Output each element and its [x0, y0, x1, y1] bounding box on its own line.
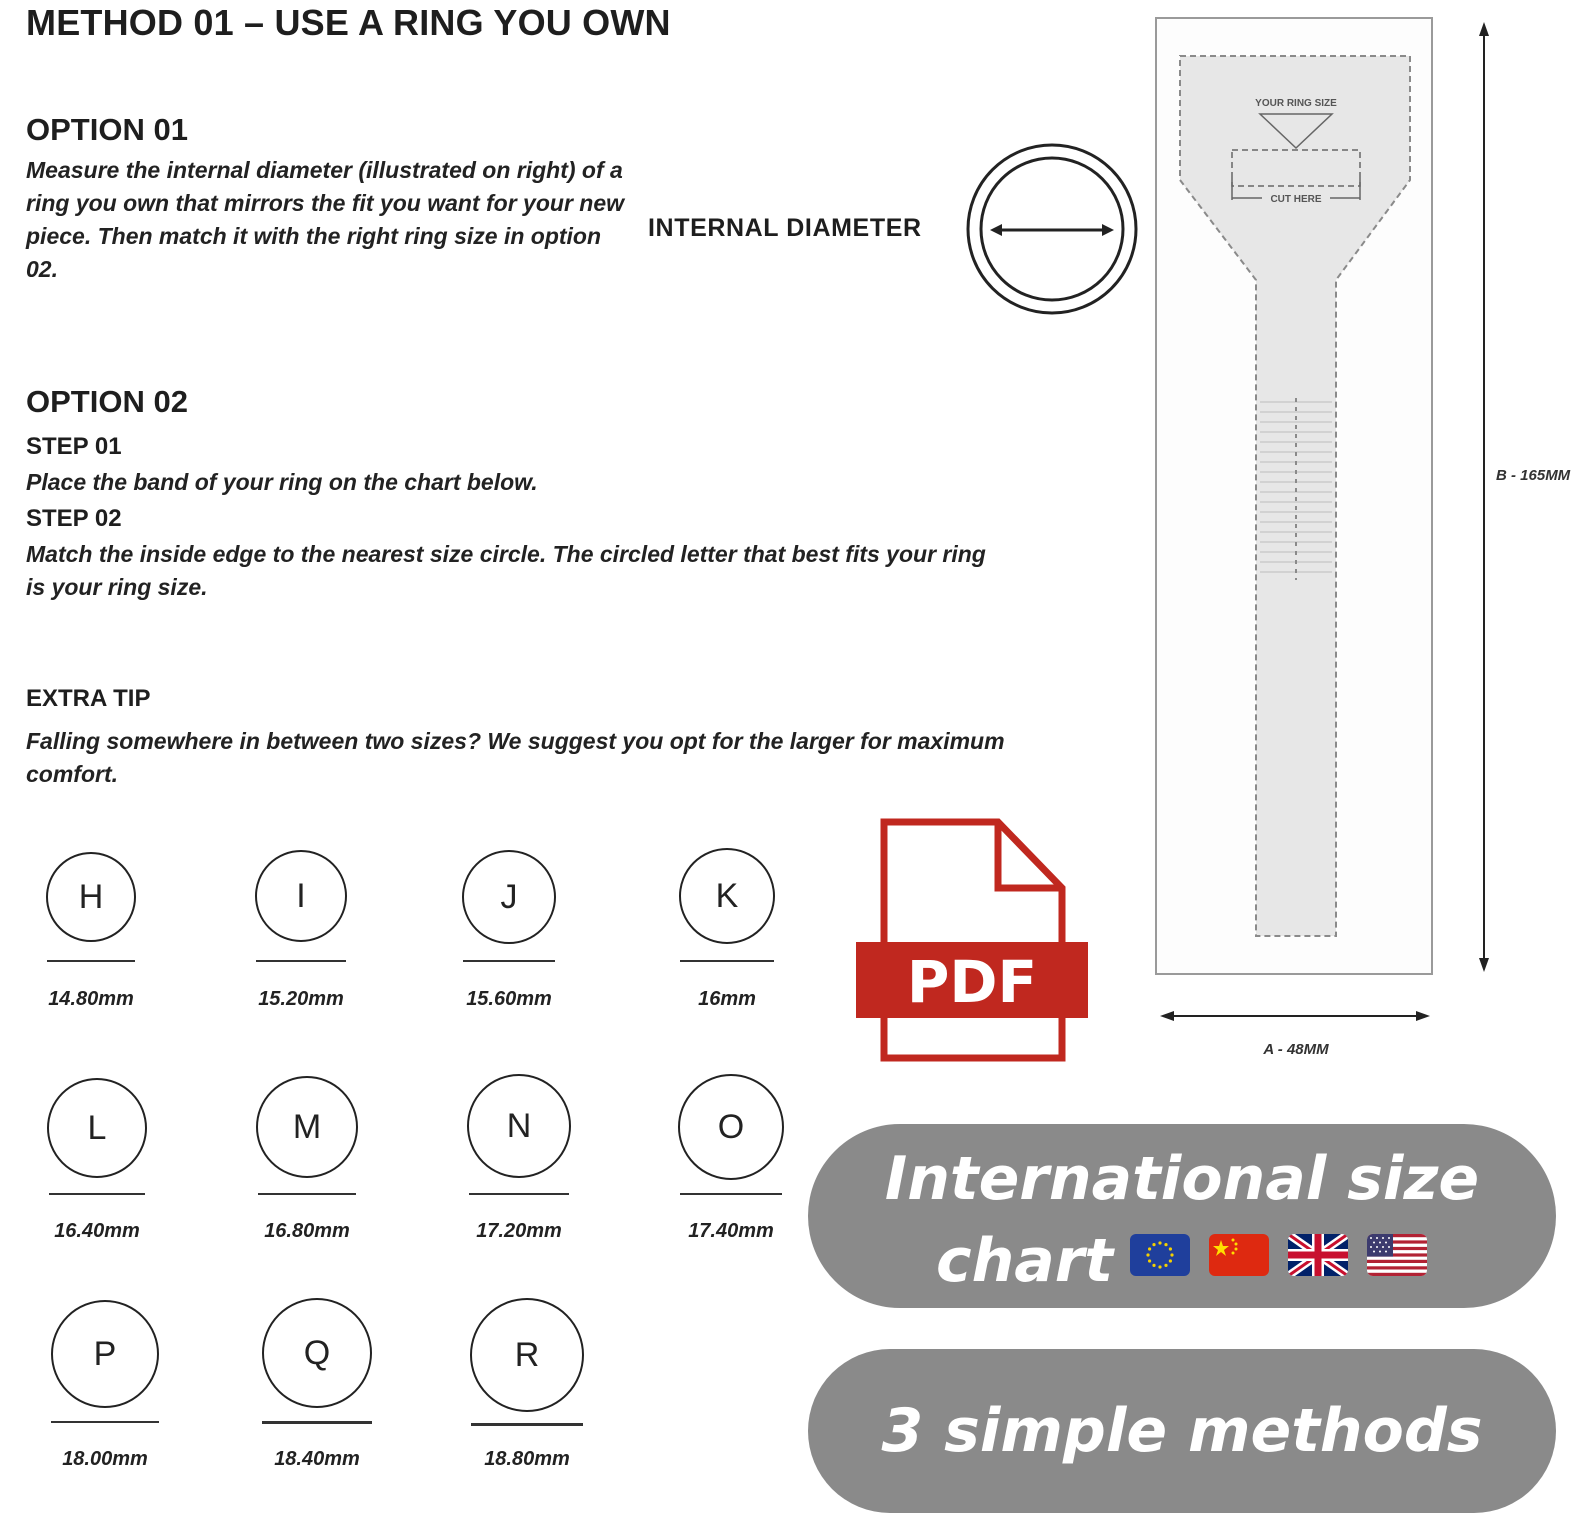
size-circle: K [679, 848, 775, 944]
size-item-j [444, 850, 574, 1040]
size-divider [680, 960, 774, 962]
size-divider [463, 960, 555, 962]
size-item-l [32, 1078, 162, 1268]
your-ring-size-label: YOUR RING SIZE [1255, 98, 1337, 109]
size-circle: M [256, 1076, 358, 1178]
size-divider [47, 960, 135, 962]
size-circle: H [46, 852, 136, 942]
size-divider [262, 1421, 372, 1424]
size-mm-label: 14.80mm [48, 988, 134, 1010]
step-02-heading: STEP 02 [26, 505, 122, 532]
size-divider [471, 1423, 583, 1426]
size-circle: Q [262, 1298, 372, 1408]
size-circle: P [51, 1300, 159, 1408]
cut-here-label: CUT HERE [1270, 194, 1322, 205]
size-mm-label: 18.00mm [62, 1448, 148, 1470]
option-01-heading: OPTION 01 [26, 112, 188, 147]
width-dimension-label: A - 48MM [1263, 1041, 1329, 1058]
option-01-text: Measure the internal diameter (illustrated on right) of a ring you own that mirrors the fit you want for your new piece. Then match it with the right ring size in option 02. [26, 157, 625, 282]
step-01-text: Place the band of your ring on the chart below. [26, 469, 538, 495]
step-01-heading: STEP 01 [26, 433, 122, 460]
size-divider [256, 960, 346, 962]
size-mm-label: 16.80mm [264, 1220, 350, 1242]
size-item-h [26, 852, 156, 1042]
badge-methods-text: 3 simple methods [881, 1396, 1483, 1466]
size-item-n [454, 1074, 584, 1264]
usa-flag-icon [1367, 1234, 1427, 1276]
badge-international-line2: chart [936, 1226, 1114, 1296]
three-methods-badge [808, 1349, 1556, 1513]
size-circle: J [462, 850, 556, 944]
height-dimension-label: B - 165MM [1496, 467, 1571, 484]
size-item-q [252, 1298, 382, 1488]
size-circle: O [678, 1074, 784, 1180]
size-mm-label: 18.40mm [274, 1448, 360, 1470]
size-item-p [40, 1300, 170, 1490]
size-mm-label: 16.40mm [54, 1220, 140, 1242]
pdf-file-icon [856, 818, 1090, 1066]
size-divider [469, 1193, 569, 1195]
international-size-chart-badge [808, 1124, 1556, 1308]
page-title: METHOD 01 – USE A RING YOU OWN [26, 2, 671, 43]
size-circle: I [255, 850, 347, 942]
size-item-r [462, 1298, 592, 1488]
ring-illustration [968, 145, 1136, 313]
size-circle: R [470, 1298, 584, 1412]
size-item-k [662, 848, 792, 1038]
size-divider [49, 1193, 145, 1195]
china-flag-icon [1209, 1234, 1269, 1276]
size-divider [258, 1193, 356, 1195]
size-circle: N [467, 1074, 571, 1178]
option-02-heading: OPTION 02 [26, 384, 188, 419]
size-mm-label: 17.40mm [688, 1220, 774, 1242]
size-item-o [666, 1074, 796, 1264]
size-item-i [236, 850, 366, 1040]
size-circle: L [47, 1078, 147, 1178]
size-mm-label: 17.20mm [476, 1220, 562, 1242]
ring-sizer-template [1150, 10, 1588, 1070]
eu-flag-icon [1130, 1234, 1190, 1276]
size-divider [51, 1421, 159, 1423]
badge-international-line1: International size [884, 1144, 1480, 1214]
size-mm-label: 18.80mm [484, 1448, 570, 1470]
step-02-text: Match the inside edge to the nearest size circle. The circled letter that best fits your ring is your ring size. [26, 541, 986, 600]
pdf-icon-label: PDF [906, 948, 1038, 1016]
uk-flag-icon [1288, 1234, 1348, 1276]
size-mm-label: 15.60mm [466, 988, 552, 1010]
size-divider [680, 1193, 782, 1195]
extra-tip-text: Falling somewhere in between two sizes? We suggest you opt for the larger for maximum comfort. [26, 728, 1005, 787]
size-mm-label: 16mm [698, 988, 756, 1010]
internal-diameter-label: INTERNAL DIAMETER [648, 214, 922, 242]
size-mm-label: 15.20mm [258, 988, 344, 1010]
size-item-m [242, 1076, 372, 1266]
extra-tip-heading: EXTRA TIP [26, 685, 151, 712]
